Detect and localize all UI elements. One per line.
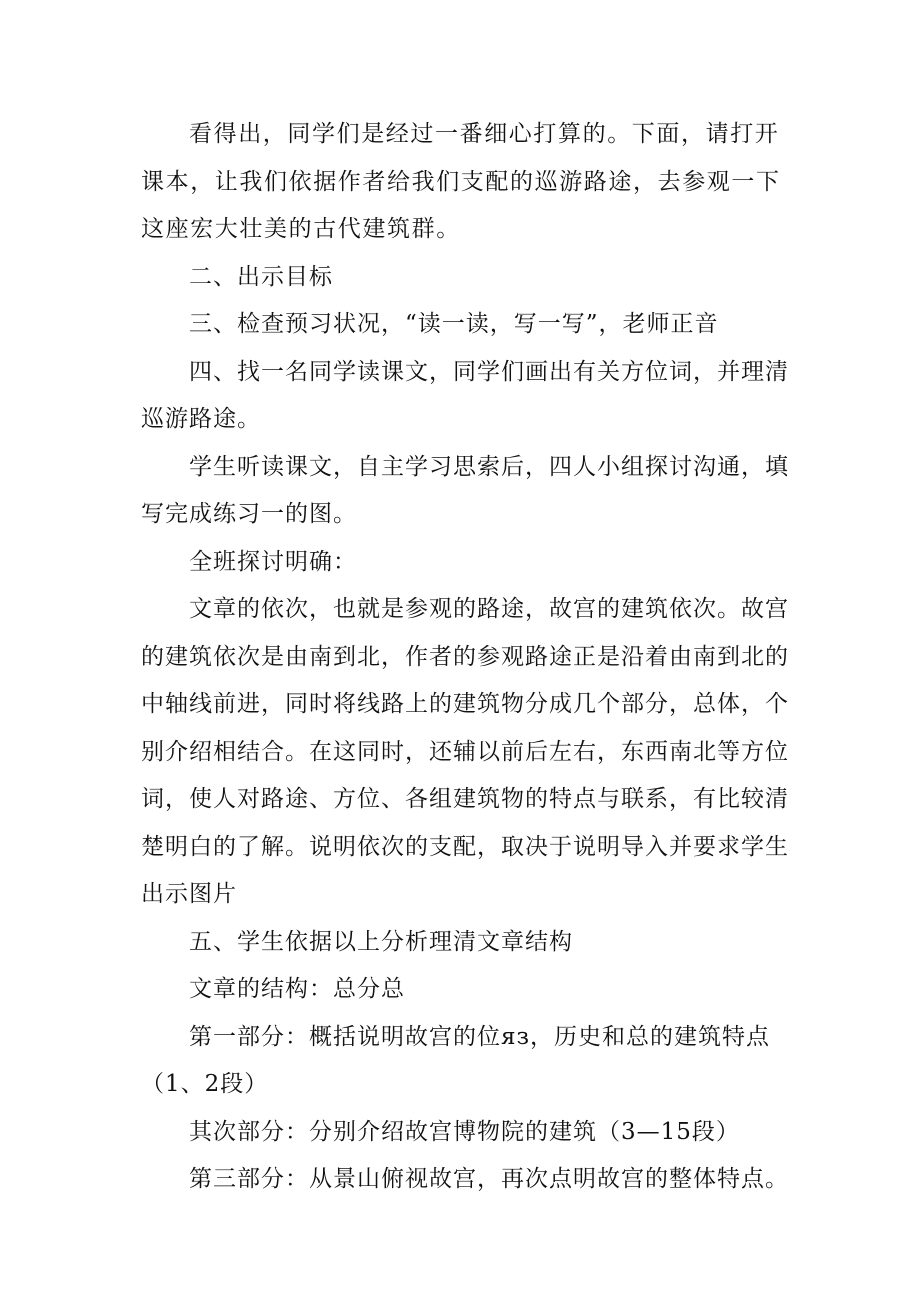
paragraph-structure-analysis: 五、学生依据以上分析理清文章结构 <box>189 928 573 955</box>
paragraph-part-one: 第一部分：概括说明故宫的位яз，历史和总的建筑特点（1、2段） <box>141 1023 771 1097</box>
paragraph-intro: 看得出，同学们是经过一番细心打算的。下面，请打开课本，让我们依据作者给我们支配的巡游路途，去参观一下这座宏大壮美的古代建筑群。 <box>141 121 781 242</box>
paragraph-group-discussion: 学生听读课文，自主学习思索后，四人小组探讨沟通，填写完成练习一的图。 <box>141 453 789 527</box>
paragraph-class-discussion: 全班探讨明确： <box>189 548 357 575</box>
paragraph-show-goals: 二、出示目标 <box>189 263 333 290</box>
document-body <box>141 111 791 1204</box>
paragraph-part-three: 第三部分：从景山俯视故宫，再次点明故宫的整体特点。 <box>189 1166 789 1192</box>
paragraph-read-text: 四、找一名同学读课文，同学们画出有关方位词，并理清巡游路途。 <box>141 358 789 432</box>
paragraph-part-two: 其次部分：分别介绍故宫博物院的建筑（3—15段） <box>189 1118 740 1145</box>
paragraph-check-preview: 三、检查预习状况，“读一读，写一写”，老师正音 <box>189 311 719 337</box>
paragraph-structure-summary: 文章的结构：总分总 <box>189 976 405 1002</box>
paragraph-order-explanation: 文章的依次，也就是参观的路途，故宫的建筑依次。故宫的建筑依次是由南到北，作者的参观路途正是沿着由南到北的中轴线前进，同时将线路上的建筑物分成几个部分，总体，个别介绍相结合。在这同时，还辅以前后左右，东西南北等方位词，使人对路途、方位、各组建筑物的特点与联系，有比较清楚明白的了解。说明依次的支配，取决于说明导入并要求学生出示图片 <box>141 596 789 907</box>
